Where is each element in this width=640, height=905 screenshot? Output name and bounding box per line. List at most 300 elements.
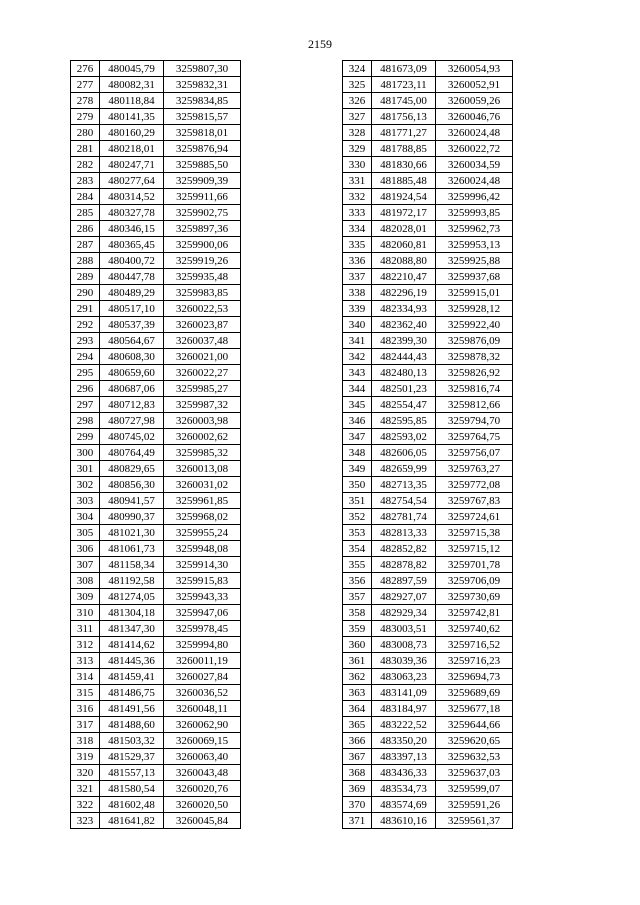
table-row [343,685,513,701]
table-row [71,477,241,493]
point-number-cell: 353 [343,525,372,541]
table-row [71,685,241,701]
x-coordinate-cell: 481414,62 [100,637,164,653]
y-coordinate-cell: 3259794,70 [436,413,513,429]
point-number-cell: 357 [343,589,372,605]
x-coordinate-cell: 482927,07 [372,589,436,605]
table-row [343,285,513,301]
x-coordinate-cell: 481756,13 [372,109,436,125]
table-row [71,717,241,733]
y-coordinate-cell: 3259911,66 [164,189,241,205]
x-coordinate-cell: 480829,65 [100,461,164,477]
table-row [343,637,513,653]
table-row [71,301,241,317]
y-coordinate-cell: 3260023,87 [164,317,241,333]
point-number-cell: 299 [71,429,100,445]
y-coordinate-cell: 3260020,76 [164,781,241,797]
table-row [343,813,513,829]
point-number-cell: 330 [343,157,372,173]
x-coordinate-cell: 482813,33 [372,525,436,541]
point-number-cell: 289 [71,269,100,285]
y-coordinate-cell: 3259730,69 [436,589,513,605]
table-row [71,77,241,93]
x-coordinate-cell: 480365,45 [100,237,164,253]
x-coordinate-cell: 482754,54 [372,493,436,509]
table-row [343,589,513,605]
point-number-cell: 327 [343,109,372,125]
y-coordinate-cell: 3259996,42 [436,189,513,205]
x-coordinate-cell: 482595,85 [372,413,436,429]
y-coordinate-cell: 3259968,02 [164,509,241,525]
x-coordinate-cell: 480045,79 [100,61,164,77]
y-coordinate-cell: 3259914,30 [164,557,241,573]
x-coordinate-cell: 481972,17 [372,205,436,221]
y-coordinate-cell: 3260024,48 [436,173,513,189]
y-coordinate-cell: 3259644,66 [436,717,513,733]
y-coordinate-cell: 3259689,69 [436,685,513,701]
table-row [343,573,513,589]
table-row [343,733,513,749]
x-coordinate-cell: 481557,13 [100,765,164,781]
y-coordinate-cell: 3259985,27 [164,381,241,397]
point-number-cell: 355 [343,557,372,573]
table-row [343,621,513,637]
y-coordinate-cell: 3260046,76 [436,109,513,125]
table-row [343,205,513,221]
table-row [71,173,241,189]
y-coordinate-cell: 3260003,98 [164,413,241,429]
y-coordinate-cell: 3259772,08 [436,477,513,493]
y-coordinate-cell: 3260013,08 [164,461,241,477]
table-row [343,541,513,557]
table-row [343,349,513,365]
x-coordinate-cell: 481347,30 [100,621,164,637]
point-number-cell: 334 [343,221,372,237]
y-coordinate-cell: 3259943,33 [164,589,241,605]
table-row [71,125,241,141]
table-row [343,413,513,429]
x-coordinate-cell: 481304,18 [100,605,164,621]
y-coordinate-cell: 3259591,26 [436,797,513,813]
table-row [343,93,513,109]
x-coordinate-cell: 481158,34 [100,557,164,573]
point-number-cell: 302 [71,477,100,493]
x-coordinate-cell: 481529,37 [100,749,164,765]
y-coordinate-cell: 3259900,06 [164,237,241,253]
y-coordinate-cell: 3259763,27 [436,461,513,477]
table-row [71,733,241,749]
y-coordinate-cell: 3259716,23 [436,653,513,669]
y-coordinate-cell: 3259807,30 [164,61,241,77]
x-coordinate-cell: 482501,23 [372,381,436,397]
y-coordinate-cell: 3259919,26 [164,253,241,269]
point-number-cell: 337 [343,269,372,285]
point-number-cell: 342 [343,349,372,365]
table-row [343,61,513,77]
table-row [343,669,513,685]
table-row [71,141,241,157]
table-row [343,253,513,269]
x-coordinate-cell: 481192,58 [100,573,164,589]
table-row [71,429,241,445]
point-number-cell: 348 [343,445,372,461]
x-coordinate-cell: 483184,97 [372,701,436,717]
x-coordinate-cell: 482852,82 [372,541,436,557]
y-coordinate-cell: 3259915,83 [164,573,241,589]
x-coordinate-cell: 480941,57 [100,493,164,509]
y-coordinate-cell: 3259885,50 [164,157,241,173]
x-coordinate-cell: 482878,82 [372,557,436,573]
table-row [343,125,513,141]
x-coordinate-cell: 483574,69 [372,797,436,813]
table-row [71,589,241,605]
y-coordinate-cell: 3259897,36 [164,221,241,237]
table-row [343,493,513,509]
x-coordinate-cell: 480327,78 [100,205,164,221]
x-coordinate-cell: 480745,02 [100,429,164,445]
x-coordinate-cell: 481723,11 [372,77,436,93]
point-number-cell: 281 [71,141,100,157]
y-coordinate-cell: 3260024,48 [436,125,513,141]
y-coordinate-cell: 3260069,15 [164,733,241,749]
x-coordinate-cell: 483397,13 [372,749,436,765]
point-number-cell: 315 [71,685,100,701]
table-row [71,781,241,797]
table-row [71,653,241,669]
table-row [71,525,241,541]
x-coordinate-cell: 481580,54 [100,781,164,797]
point-number-cell: 328 [343,125,372,141]
x-coordinate-cell: 480247,71 [100,157,164,173]
point-number-cell: 367 [343,749,372,765]
y-coordinate-cell: 3259962,73 [436,221,513,237]
table-row [71,541,241,557]
point-number-cell: 346 [343,413,372,429]
table-row [343,157,513,173]
table-row [343,317,513,333]
y-coordinate-cell: 3259935,48 [164,269,241,285]
x-coordinate-cell: 482210,47 [372,269,436,285]
point-number-cell: 352 [343,509,372,525]
point-number-cell: 350 [343,477,372,493]
x-coordinate-cell: 483610,16 [372,813,436,829]
y-coordinate-cell: 3259983,85 [164,285,241,301]
y-coordinate-cell: 3260059,26 [436,93,513,109]
table-row [71,189,241,205]
point-number-cell: 356 [343,573,372,589]
x-coordinate-cell: 481488,60 [100,717,164,733]
table-row [71,573,241,589]
point-number-cell: 301 [71,461,100,477]
x-coordinate-cell: 481445,36 [100,653,164,669]
table-row [71,317,241,333]
y-coordinate-cell: 3259694,73 [436,669,513,685]
table-row [71,285,241,301]
y-coordinate-cell: 3259742,81 [436,605,513,621]
point-number-cell: 318 [71,733,100,749]
x-coordinate-cell: 482334,93 [372,301,436,317]
x-coordinate-cell: 480659,60 [100,365,164,381]
table-row [343,525,513,541]
x-coordinate-cell: 482593,02 [372,429,436,445]
table-row [71,333,241,349]
point-number-cell: 276 [71,61,100,77]
x-coordinate-cell: 480277,64 [100,173,164,189]
y-coordinate-cell: 3260031,02 [164,477,241,493]
y-coordinate-cell: 3259715,12 [436,541,513,557]
y-coordinate-cell: 3259925,88 [436,253,513,269]
y-coordinate-cell: 3259876,94 [164,141,241,157]
x-coordinate-cell: 482480,13 [372,365,436,381]
y-coordinate-cell: 3259928,12 [436,301,513,317]
y-coordinate-cell: 3260027,84 [164,669,241,685]
point-number-cell: 360 [343,637,372,653]
x-coordinate-cell: 481885,48 [372,173,436,189]
point-number-cell: 309 [71,589,100,605]
y-coordinate-cell: 3260052,91 [436,77,513,93]
point-number-cell: 341 [343,333,372,349]
point-number-cell: 304 [71,509,100,525]
x-coordinate-cell: 483141,09 [372,685,436,701]
point-number-cell: 298 [71,413,100,429]
point-number-cell: 303 [71,493,100,509]
point-number-cell: 370 [343,797,372,813]
table-row [71,157,241,173]
table-row [343,109,513,125]
point-number-cell: 343 [343,365,372,381]
x-coordinate-cell: 481830,66 [372,157,436,173]
x-coordinate-cell: 480608,30 [100,349,164,365]
y-coordinate-cell: 3260048,11 [164,701,241,717]
table-row [343,557,513,573]
point-number-cell: 285 [71,205,100,221]
point-number-cell: 339 [343,301,372,317]
table-row [343,381,513,397]
table-row [343,477,513,493]
y-coordinate-cell: 3259620,65 [436,733,513,749]
y-coordinate-cell: 3259812,66 [436,397,513,413]
y-coordinate-cell: 3259637,03 [436,765,513,781]
point-number-cell: 324 [343,61,372,77]
x-coordinate-cell: 483003,51 [372,621,436,637]
y-coordinate-cell: 3259816,74 [436,381,513,397]
point-number-cell: 362 [343,669,372,685]
table-row [71,349,241,365]
x-coordinate-cell: 481459,41 [100,669,164,685]
y-coordinate-cell: 3259955,24 [164,525,241,541]
y-coordinate-cell: 3259909,39 [164,173,241,189]
x-coordinate-cell: 482362,40 [372,317,436,333]
table-row [343,717,513,733]
y-coordinate-cell: 3259724,61 [436,509,513,525]
point-number-cell: 277 [71,77,100,93]
y-coordinate-cell: 3260034,59 [436,157,513,173]
y-coordinate-cell: 3260022,72 [436,141,513,157]
y-coordinate-cell: 3259876,09 [436,333,513,349]
table-row [71,221,241,237]
y-coordinate-cell: 3259701,78 [436,557,513,573]
point-number-cell: 282 [71,157,100,173]
y-coordinate-cell: 3259878,32 [436,349,513,365]
point-number-cell: 336 [343,253,372,269]
x-coordinate-cell: 480218,01 [100,141,164,157]
point-number-cell: 361 [343,653,372,669]
point-number-cell: 344 [343,381,372,397]
point-number-cell: 329 [343,141,372,157]
y-coordinate-cell: 3259826,92 [436,365,513,381]
x-coordinate-cell: 480346,15 [100,221,164,237]
x-coordinate-cell: 480489,29 [100,285,164,301]
point-number-cell: 371 [343,813,372,829]
point-number-cell: 278 [71,93,100,109]
page-number: 2159 [308,37,332,51]
point-number-cell: 294 [71,349,100,365]
point-number-cell: 316 [71,701,100,717]
x-coordinate-cell: 480564,67 [100,333,164,349]
x-coordinate-cell: 483350,20 [372,733,436,749]
table-row [71,765,241,781]
x-coordinate-cell: 482296,19 [372,285,436,301]
table-row [71,205,241,221]
x-coordinate-cell: 483063,23 [372,669,436,685]
x-coordinate-cell: 482659,99 [372,461,436,477]
point-number-cell: 368 [343,765,372,781]
point-number-cell: 335 [343,237,372,253]
table-row [343,237,513,253]
table-row [71,61,241,77]
point-number-cell: 283 [71,173,100,189]
table-row [71,557,241,573]
point-number-cell: 300 [71,445,100,461]
y-coordinate-cell: 3259561,37 [436,813,513,829]
y-coordinate-cell: 3259985,32 [164,445,241,461]
table-row [343,701,513,717]
y-coordinate-cell: 3259902,75 [164,205,241,221]
x-coordinate-cell: 481274,05 [100,589,164,605]
y-coordinate-cell: 3260037,48 [164,333,241,349]
table-row [71,365,241,381]
point-number-cell: 297 [71,397,100,413]
y-coordinate-cell: 3260011,19 [164,653,241,669]
table-row [71,621,241,637]
x-coordinate-cell: 481788,85 [372,141,436,157]
table-row [343,781,513,797]
y-coordinate-cell: 3260022,53 [164,301,241,317]
point-number-cell: 287 [71,237,100,253]
point-number-cell: 345 [343,397,372,413]
x-coordinate-cell: 480712,83 [100,397,164,413]
point-number-cell: 366 [343,733,372,749]
y-coordinate-cell: 3259815,57 [164,109,241,125]
point-number-cell: 311 [71,621,100,637]
point-number-cell: 291 [71,301,100,317]
x-coordinate-cell: 480118,84 [100,93,164,109]
table-row [343,765,513,781]
table-row [71,461,241,477]
y-coordinate-cell: 3260045,84 [164,813,241,829]
y-coordinate-cell: 3259937,68 [436,269,513,285]
point-number-cell: 322 [71,797,100,813]
table-row [343,269,513,285]
point-number-cell: 323 [71,813,100,829]
x-coordinate-cell: 481771,27 [372,125,436,141]
table-row [71,445,241,461]
y-coordinate-cell: 3260036,52 [164,685,241,701]
table-row [343,173,513,189]
table-row [71,109,241,125]
table-row [343,605,513,621]
table-row [343,429,513,445]
y-coordinate-cell: 3260063,40 [164,749,241,765]
y-coordinate-cell: 3259677,18 [436,701,513,717]
x-coordinate-cell: 482713,35 [372,477,436,493]
x-coordinate-cell: 481924,54 [372,189,436,205]
table-row [71,813,241,829]
point-number-cell: 310 [71,605,100,621]
point-number-cell: 305 [71,525,100,541]
x-coordinate-cell: 481745,00 [372,93,436,109]
x-coordinate-cell: 482554,47 [372,397,436,413]
table-row [343,301,513,317]
table-row [71,269,241,285]
x-coordinate-cell: 481503,32 [100,733,164,749]
table-row [71,701,241,717]
point-number-cell: 364 [343,701,372,717]
point-number-cell: 351 [343,493,372,509]
y-coordinate-cell: 3260020,50 [164,797,241,813]
y-coordinate-cell: 3260054,93 [436,61,513,77]
point-number-cell: 363 [343,685,372,701]
x-coordinate-cell: 482399,30 [372,333,436,349]
point-number-cell: 280 [71,125,100,141]
x-coordinate-cell: 480764,49 [100,445,164,461]
x-coordinate-cell: 481673,09 [372,61,436,77]
x-coordinate-cell: 480400,72 [100,253,164,269]
table-row [343,509,513,525]
y-coordinate-cell: 3259599,07 [436,781,513,797]
table-row [343,445,513,461]
point-number-cell: 349 [343,461,372,477]
point-number-cell: 288 [71,253,100,269]
y-coordinate-cell: 3259632,53 [436,749,513,765]
table-row [343,221,513,237]
table-row [71,237,241,253]
y-coordinate-cell: 3259915,01 [436,285,513,301]
y-coordinate-cell: 3259716,52 [436,637,513,653]
x-coordinate-cell: 483534,73 [372,781,436,797]
table-row [343,365,513,381]
table-row [71,669,241,685]
x-coordinate-cell: 480537,39 [100,317,164,333]
x-coordinate-cell: 481491,56 [100,701,164,717]
y-coordinate-cell: 3260062,90 [164,717,241,733]
table-row [71,605,241,621]
table-row [343,77,513,93]
x-coordinate-cell: 481641,82 [100,813,164,829]
y-coordinate-cell: 3259756,07 [436,445,513,461]
point-number-cell: 286 [71,221,100,237]
table-row [71,413,241,429]
point-number-cell: 354 [343,541,372,557]
point-number-cell: 338 [343,285,372,301]
x-coordinate-cell: 480160,29 [100,125,164,141]
table-row [343,141,513,157]
y-coordinate-cell: 3260021,00 [164,349,241,365]
y-coordinate-cell: 3259764,75 [436,429,513,445]
x-coordinate-cell: 480990,37 [100,509,164,525]
x-coordinate-cell: 480517,10 [100,301,164,317]
x-coordinate-cell: 482028,01 [372,221,436,237]
